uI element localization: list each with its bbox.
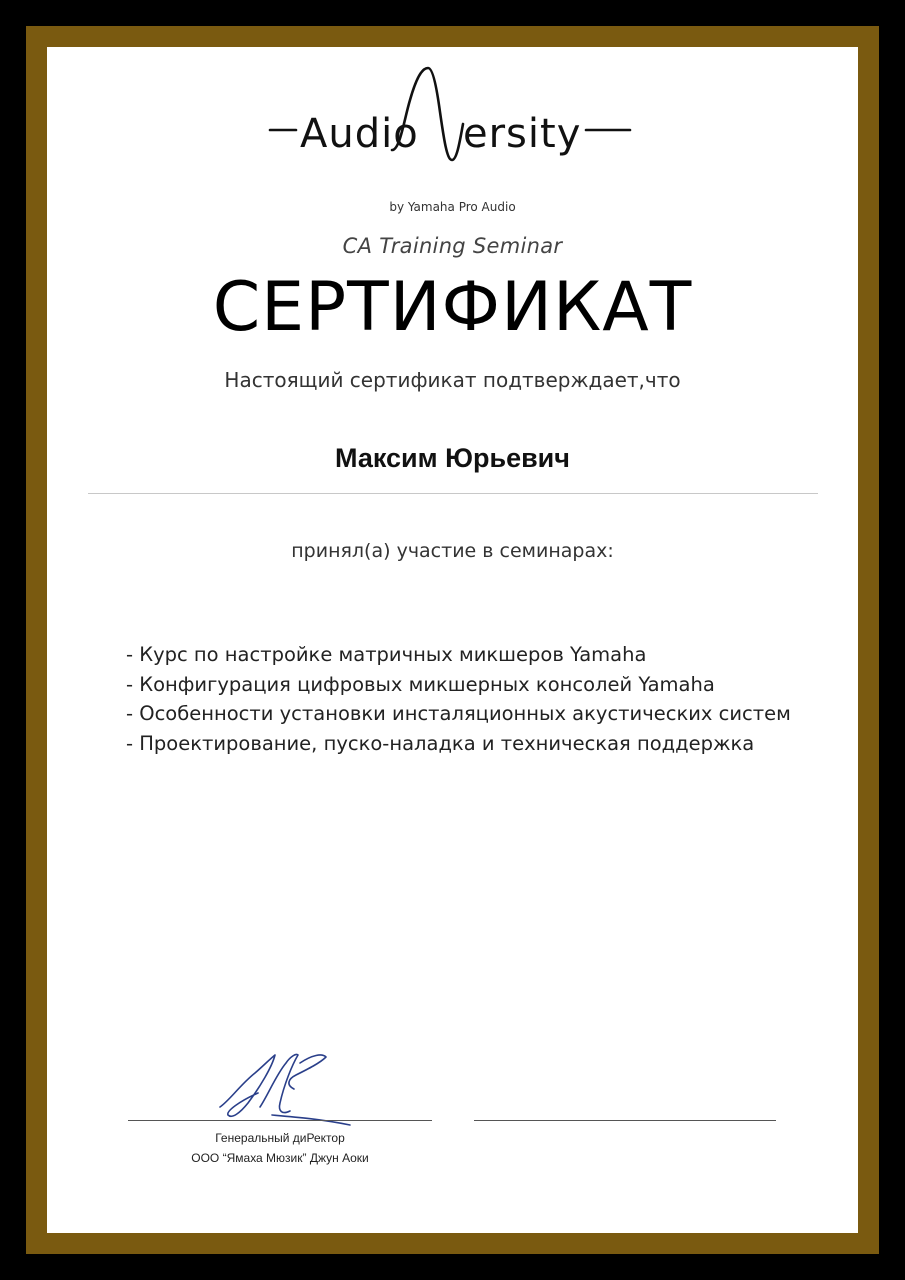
signatory-role: Генеральный диРектор — [215, 1131, 345, 1145]
byline: by Yamaha Pro Audio — [389, 200, 516, 214]
svg-text:ersity: ersity — [463, 111, 582, 157]
recipient-name: Максим Юрьевич — [335, 443, 570, 473]
signature — [200, 1045, 370, 1135]
course-item: - Особенности установки инсталяционных акустических систем — [126, 702, 791, 725]
course-item: - Курс по настройке матричных микшеров Yamaha — [126, 643, 647, 666]
seminar-title: CA Training Seminar — [342, 234, 563, 258]
signatory-company: ООО “Ямаха Мюзик” Джун Аоки — [191, 1151, 369, 1165]
course-item: - Проектирование, пуско-наладка и техническая поддержка — [126, 731, 755, 755]
signature-line — [128, 1120, 432, 1121]
confirmation-text: Настоящий сертификат подтверждает,что — [224, 368, 681, 392]
certificate-title: СЕРТИФИКАТ — [212, 268, 693, 347]
stamp-line — [474, 1120, 776, 1121]
participation-text: принял(а) участие в семинарах: — [291, 540, 614, 562]
name-underline — [88, 493, 818, 494]
course-list — [126, 640, 791, 758]
course-item: - Конфигурация цифровых микшерных консолей Yamaha — [126, 672, 715, 696]
svg-text:Audio: Audio — [300, 111, 419, 157]
